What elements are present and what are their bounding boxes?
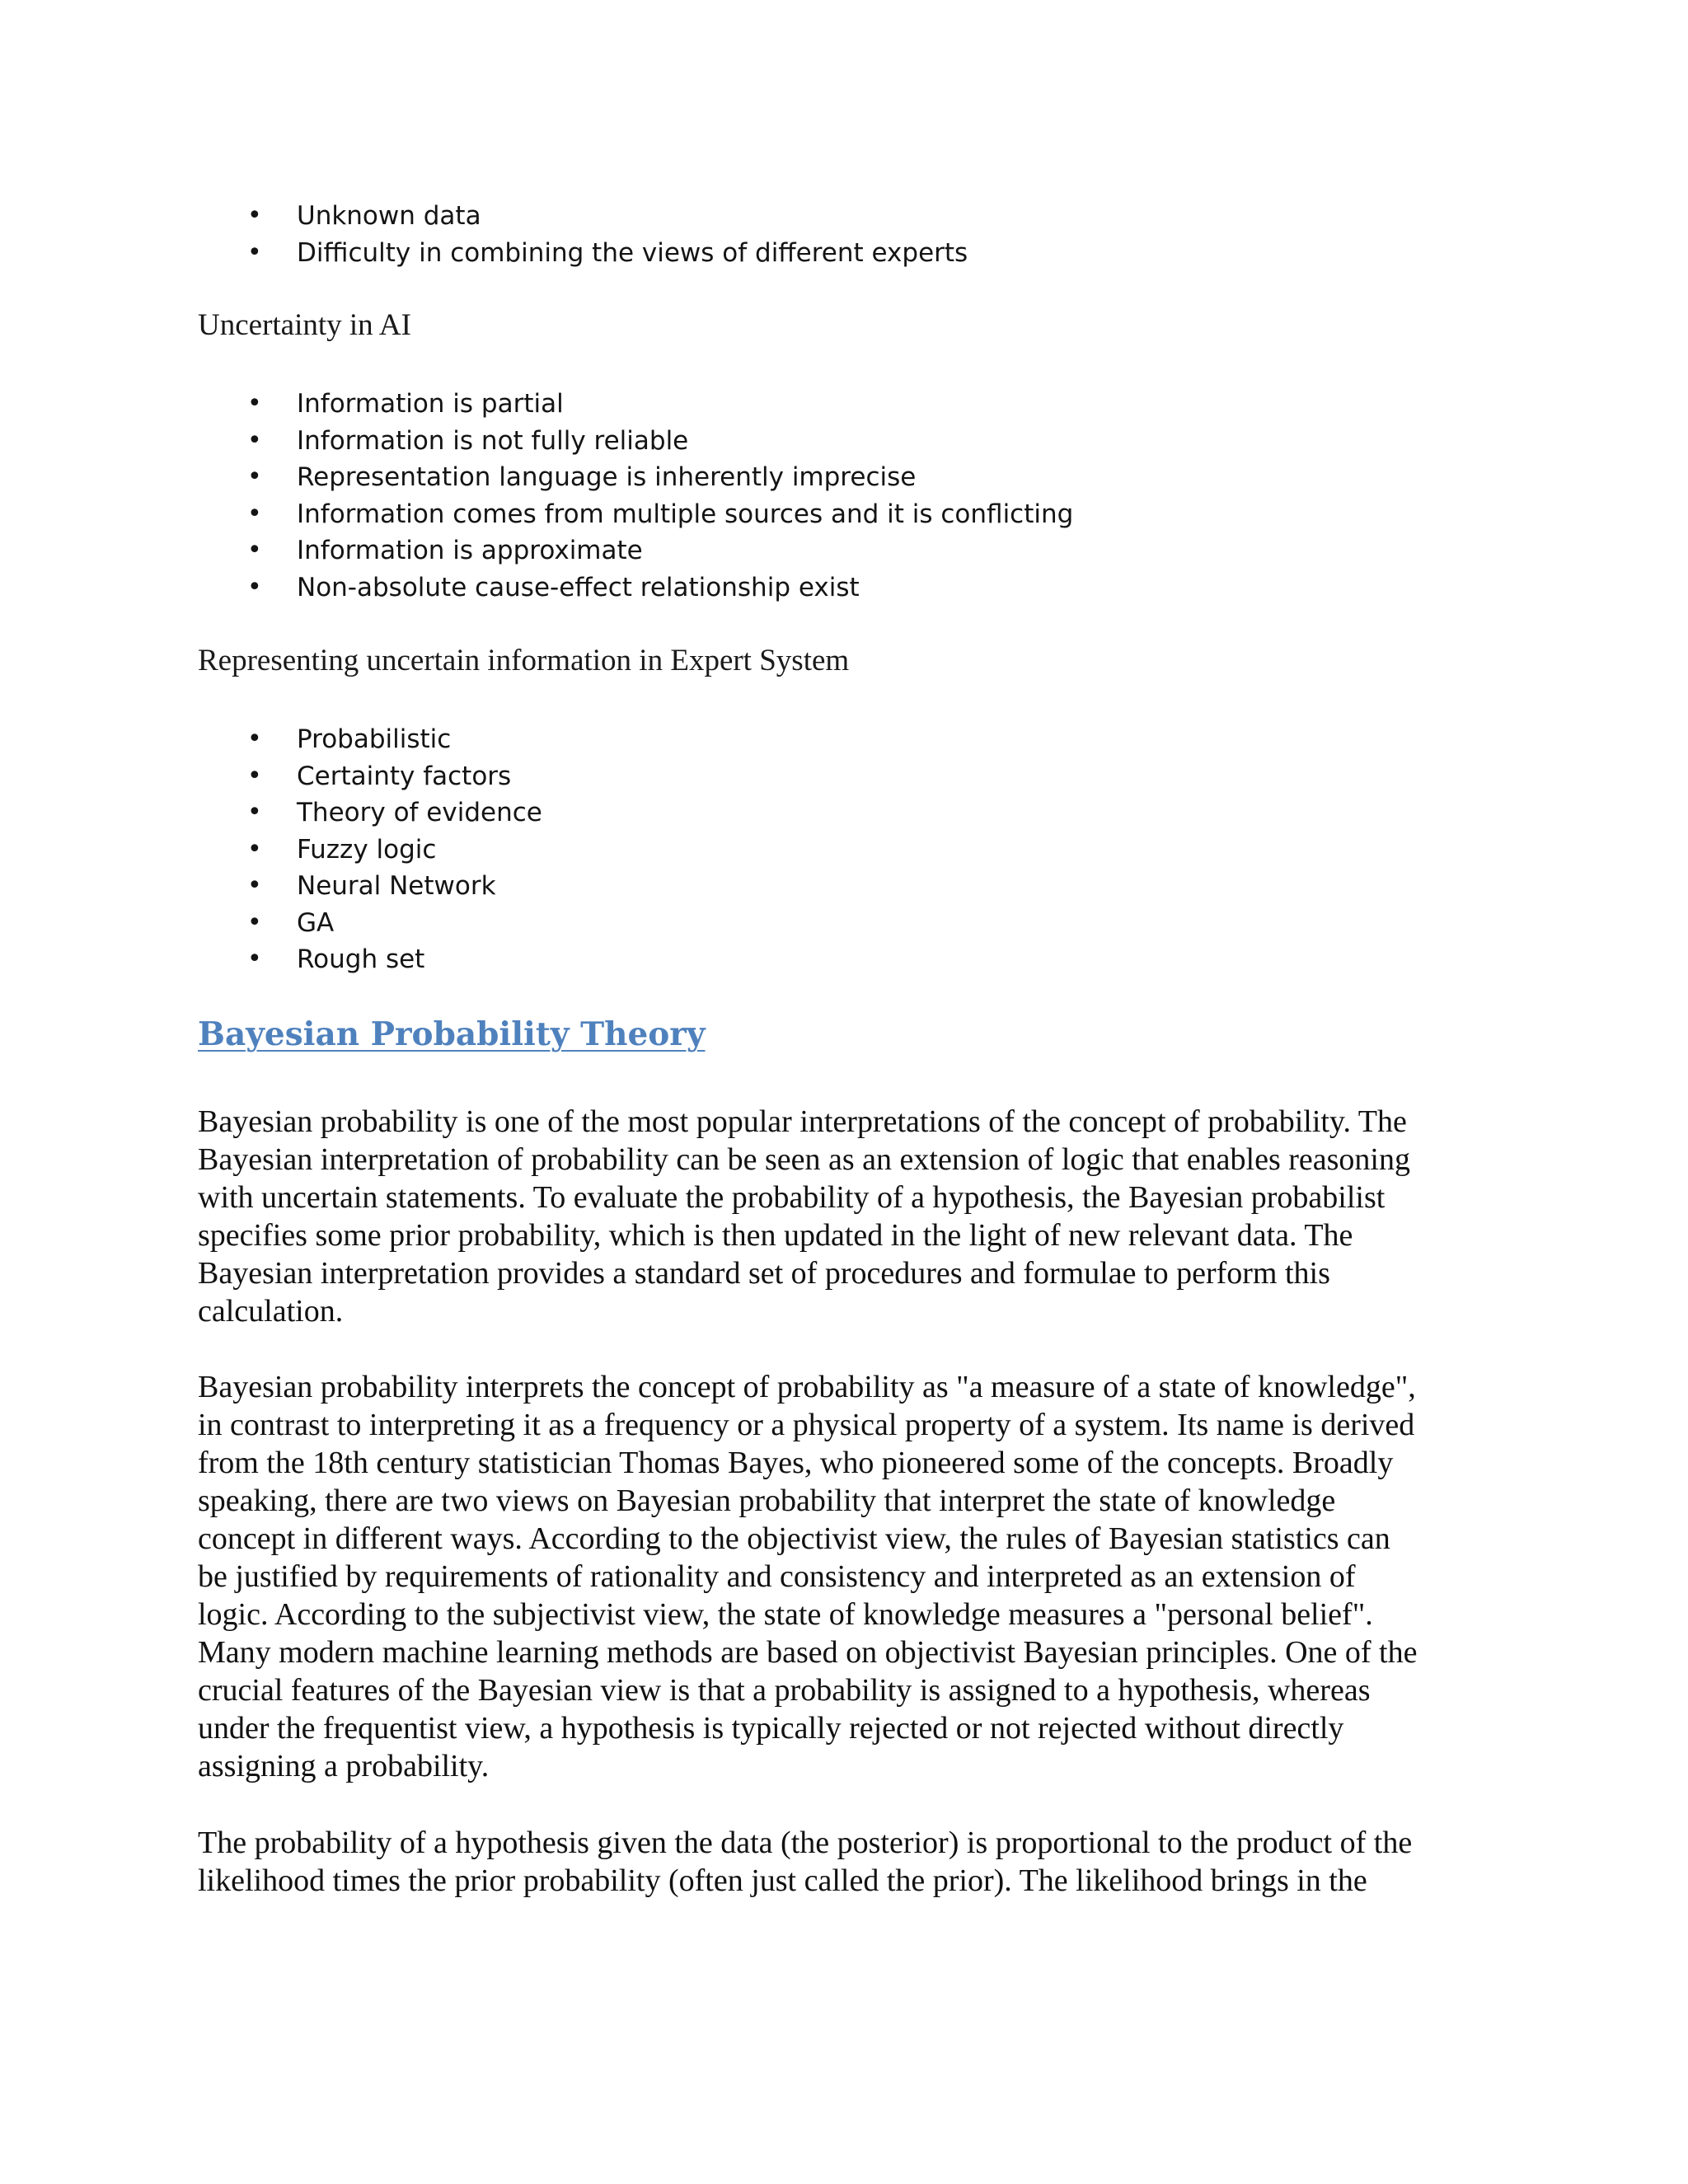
bullet-icon: • [247,798,262,827]
paragraph-line: Bayesian probability is one of the most popular interpretations of the concept of probability. The [198,1104,1407,1139]
paragraph-line: with uncertain statements. To evaluate the probability of a hypothesis, the Bayesian probabilist [198,1180,1386,1215]
bullet-icon: • [247,536,262,565]
paragraph-line: Bayesian probability interprets the concept of probability as "a measure of a state of knowledge", [198,1370,1416,1404]
bullet-icon: • [247,499,262,528]
bullet-icon: • [247,944,262,973]
paragraph-line: crucial features of the Bayesian view is that a probability is assigned to a hypothesis, whereas [198,1673,1371,1708]
paragraph-line: calculation. [198,1294,344,1329]
paragraph-line: The probability of a hypothesis given the data (the posterior) is proportional to the product of the [198,1825,1413,1860]
bullet-icon: • [247,389,262,418]
paragraph-line: logic. According to the subjectivist view, the state of knowledge measures a "personal belief". [198,1597,1373,1632]
paragraph-line: concept in different ways. According to the objectivist view, the rules of Bayesian statistics can [198,1521,1390,1556]
paragraph-line: in contrast to interpreting it as a frequency or a physical property of a system. Its name is derived [198,1408,1415,1442]
paragraph-line: Many modern machine learning methods are based on objectivist Bayesian principles. One of the [198,1635,1418,1670]
bullet-icon: • [247,761,262,790]
paragraph-line: Bayesian interpretation provides a standard set of procedures and formulae to perform this [198,1256,1330,1291]
paragraph-line: specifies some prior probability, which is then updated in the light of new relevant data. The [198,1218,1353,1253]
bullet-icon: • [247,907,262,937]
bullet-icon: • [247,834,262,864]
bullet-icon: • [247,237,262,267]
paragraph-line: from the 18th century statistician Thomas Bayes, who pioneered some of the concepts. Broadly [198,1446,1394,1480]
bullet-icon: • [247,871,262,900]
representing-heading: Representing uncertain information in Expert System [198,644,850,677]
paragraph-line: speaking, there are two views on Bayesian probability that interpret the state of knowledge [198,1483,1336,1518]
uncertainty-heading: Uncertainty in AI [198,308,411,342]
paragraph-posterior [198,1824,1517,1900]
paragraph-intro [198,1103,1517,1330]
paragraph-views [198,1368,1517,1785]
paragraph-line: likelihood times the prior probability (often just called the prior). The likelihood brings in the [198,1863,1367,1898]
paragraph-line: Bayesian interpretation of probability can be seen as an extension of logic that enables reasoning [198,1142,1410,1177]
paragraph-line: be justified by requirements of rationality and consistency and interpreted as an extension of [198,1559,1356,1594]
bullet-icon: • [247,201,262,230]
paragraph-line: assigning a probability. [198,1749,490,1783]
bullet-icon: • [247,724,262,753]
paragraph-line: under the frequentist view, a hypothesis is typically rejected or not rejected without directly [198,1711,1344,1746]
bullet-icon: • [247,425,262,455]
bullet-icon: • [247,462,262,491]
document-page: • Unknown data • Difficulty in combining the views of different experts Uncertainty in AI • Information is partial • Information is not fully reliable • Representation language is inherently imprecise • Information comes from multiple sources and it is conflicting • Information is approximate • Non-absolute cause-effect relationship exist Representing uncertain information in Expert System • Probabilistic • Certainty factors • Theory of evidence • Fuzzy logic • Neural Network • GA • Rough set Bayesian Probability Theory Bayesian probability is one of the most popular interpretations of the concept of probability. The Bayesian interpretation of probability can be seen as an extension of logic that enables reasoning with uncertain statements. To evaluate the probability of a hypothesis, the Bayesian probabilist specifies some prior probability, which is then updated in the light of new relevant data. The Bayesian interpretation provides a standard set of procedures and formulae to perform this calculation. Bayesian probability interprets the concept of probability as "a measure of a state of knowledge", in contrast to interpreting it as a frequency or a physical property of a system. Its name is derived from the 18th century statistician Thomas Bayes, who pioneered some of the concepts. Broadly speaking, there are two views on Bayesian probability that interpret the state of knowledge concept in different ways. According to the objectivist view, the rules of Bayesian statistics can be justified by requirements of rationality and consistency and interpreted as an extension of logic. According to the subjectivist view, the state of knowledge measures a "personal belief". Many modern machine learning methods are based on objectivist Bayesian principles. One of the crucial features of the Bayesian view is that a probability is assigned to a hypothesis, whereas under the frequentist view, a hypothesis is typically rejected or not rejected without directly assigning a probability. The probability of a hypothesis given the data (the posterior) is proportional to the product of the likelihood times the prior probability (often just called the prior). The likelihood brings in the [0,0,1688,2184]
section-title: Bayesian Probability Theory [198,1015,706,1053]
bullet-icon: • [247,572,262,602]
